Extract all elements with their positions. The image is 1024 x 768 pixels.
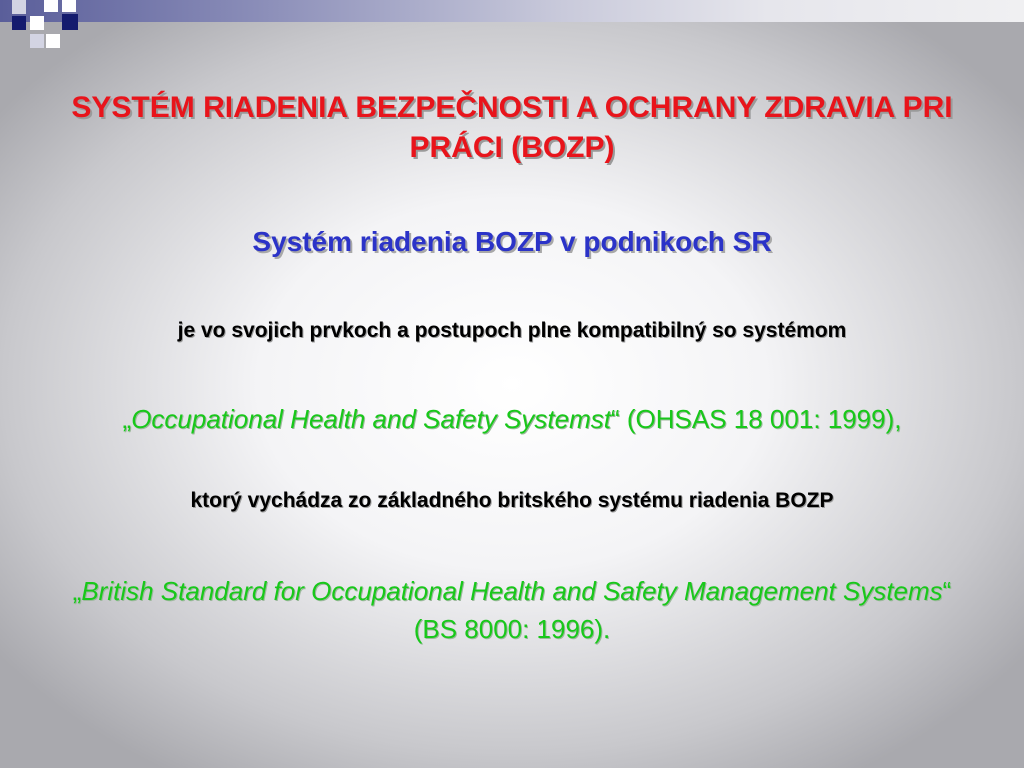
ohsas-standard-reference: “ (OHSAS 18 001: 1999), <box>611 404 902 434</box>
origin-statement: ktorý vychádza zo základného britského systému riadenia BOZP <box>190 489 834 512</box>
slide-subtitle: Systém riadenia BOZP v podnikoch SR <box>252 226 772 257</box>
ohsas-standard-name: Occupational Health and Safety Systemst <box>131 404 611 434</box>
bs-standard-text <box>70 572 954 648</box>
slide-title: SYSTÉM RIADENIA BEZPEČNOSTI A OCHRANY ZDRAVIA PRI PRÁCI (BOZP) <box>71 91 953 164</box>
bs-open-quote: „ <box>72 576 82 606</box>
ohsas-standard-text <box>80 400 944 438</box>
bs-standard-reference: “ (BS 8000: 1996). <box>413 576 952 644</box>
compatibility-statement: je vo svojich prvkoch a postupoch plne kompatibilný so systémom <box>177 319 847 342</box>
ohsas-open-quote: „ <box>122 404 132 434</box>
bs-standard-name: British Standard for Occupational Health and Safety Management Systems <box>81 576 943 606</box>
